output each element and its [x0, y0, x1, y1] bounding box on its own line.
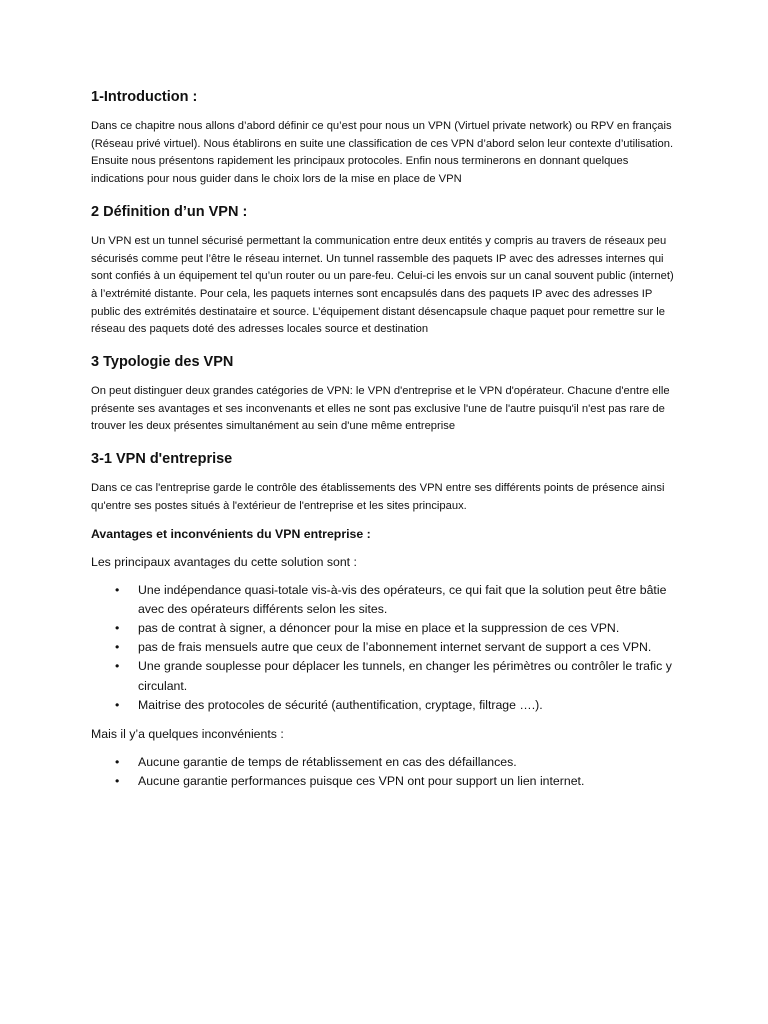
intro-paragraph: Dans ce chapitre nous allons d’abord définir ce qu’est pour nous un VPN (Virtuel private network) ou RPV en français (Réseau privé virtuel). Nous établirons en suite une classification de ces VPN d’abord selon leur contexte d’utilisation. Ensuite nous présentons rapidement les principaux protocoles. Enfin nous terminerons en donnant quelques indications pour nous guider dans le choix lors de la mise en place de VPN: [91, 120, 674, 186]
definition-heading: 2 Définition d’un VPN :: [91, 203, 248, 220]
bullet-icon: •: [115, 659, 120, 674]
list-item: [91, 619, 681, 638]
list-item: [91, 772, 681, 791]
entreprise-heading: 3-1 VPN d'entreprise: [91, 451, 233, 468]
bullet-icon: •: [115, 774, 120, 789]
bullet-icon: •: [115, 697, 120, 712]
list-item-text: Une grande souplesse pour déplacer les tunnels, en changer les périmètres ou contrôler le trafic y circulant.: [138, 659, 672, 693]
advantages-heading: Avantages et inconvénients du VPN entreprise :: [91, 526, 371, 541]
list-item: [91, 638, 681, 657]
bullet-icon: •: [115, 582, 120, 597]
disadvantages-intro: Mais il y’a quelques inconvénients :: [91, 726, 284, 741]
list-item-text: pas de contrat à signer, a dénoncer pour la mise en place et la suppression de ces VPN.: [138, 620, 620, 635]
typologie-paragraph: On peut distinguer deux grandes catégories de VPN: le VPN d'entreprise et le VPN d'opérateur. Chacune d'entre elle présente ses avantages et ses inconvenants et elles ne sont pas exclusive l'une de l'autre puisqu'il n'est pas rare de trouver les deux présentes simultanément au sein d'une même entreprise: [91, 385, 670, 433]
disadvantages-list: [91, 753, 681, 791]
list-item-text: pas de frais mensuels autre que ceux de l’abonnement internet servant de support a ces VPN.: [138, 640, 652, 655]
bullet-icon: •: [115, 620, 120, 635]
entreprise-paragraph: Dans ce cas l'entreprise garde le contrôle des établissements des VPN entre ses différents points de présence ainsi qu'entre ses postes situés à l'extérieur de l'entreprise et les sites principaux.: [91, 482, 665, 512]
list-item-text: Aucune garantie performances puisque ces VPN ont pour support un lien internet.: [138, 774, 585, 789]
document-page: [91, 88, 681, 801]
advantages-list: [91, 581, 681, 715]
list-item-text: Maitrise des protocoles de sécurité (authentification, cryptage, filtrage ….).: [138, 697, 543, 712]
bullet-icon: •: [115, 640, 120, 655]
typologie-heading: 3 Typologie des VPN: [91, 354, 234, 371]
list-item: [91, 696, 681, 715]
list-item: [91, 753, 681, 772]
list-item-text: Aucune garantie de temps de rétablissement en cas des défaillances.: [138, 754, 517, 769]
intro-heading: 1-Introduction :: [91, 89, 198, 105]
list-item: [91, 581, 681, 619]
advantages-intro: Les principaux avantages du cette solution sont :: [91, 554, 357, 569]
definition-paragraph: Un VPN est un tunnel sécurisé permettant la communication entre deux entités y compris au travers de réseaux peu sécurisés comme peut l’être le réseau internet. Un tunnel rassemble des paquets IP avec des adresses internes qui sont confiés à un équipement tel qu’un router ou un pare-feu. Celui-ci les envois sur un canal souvent public (internet) à l’extrémité distante. Pour cela, les paquets internes sont encapsulés dans des paquets IP avec des adresses IP public des extrémités destinataire et source. L’équipement distant désencapsule chaque paquet pour remettre sur le réseau des paquets doté des adresses locales source et destination: [91, 234, 674, 336]
list-item: [91, 657, 681, 695]
list-item-text: Une indépendance quasi-totale vis-à-vis des opérateurs, ce qui fait que la solution peut être bâtie avec des opérateurs différents selon les sites.: [138, 582, 667, 616]
bullet-icon: •: [115, 754, 120, 769]
